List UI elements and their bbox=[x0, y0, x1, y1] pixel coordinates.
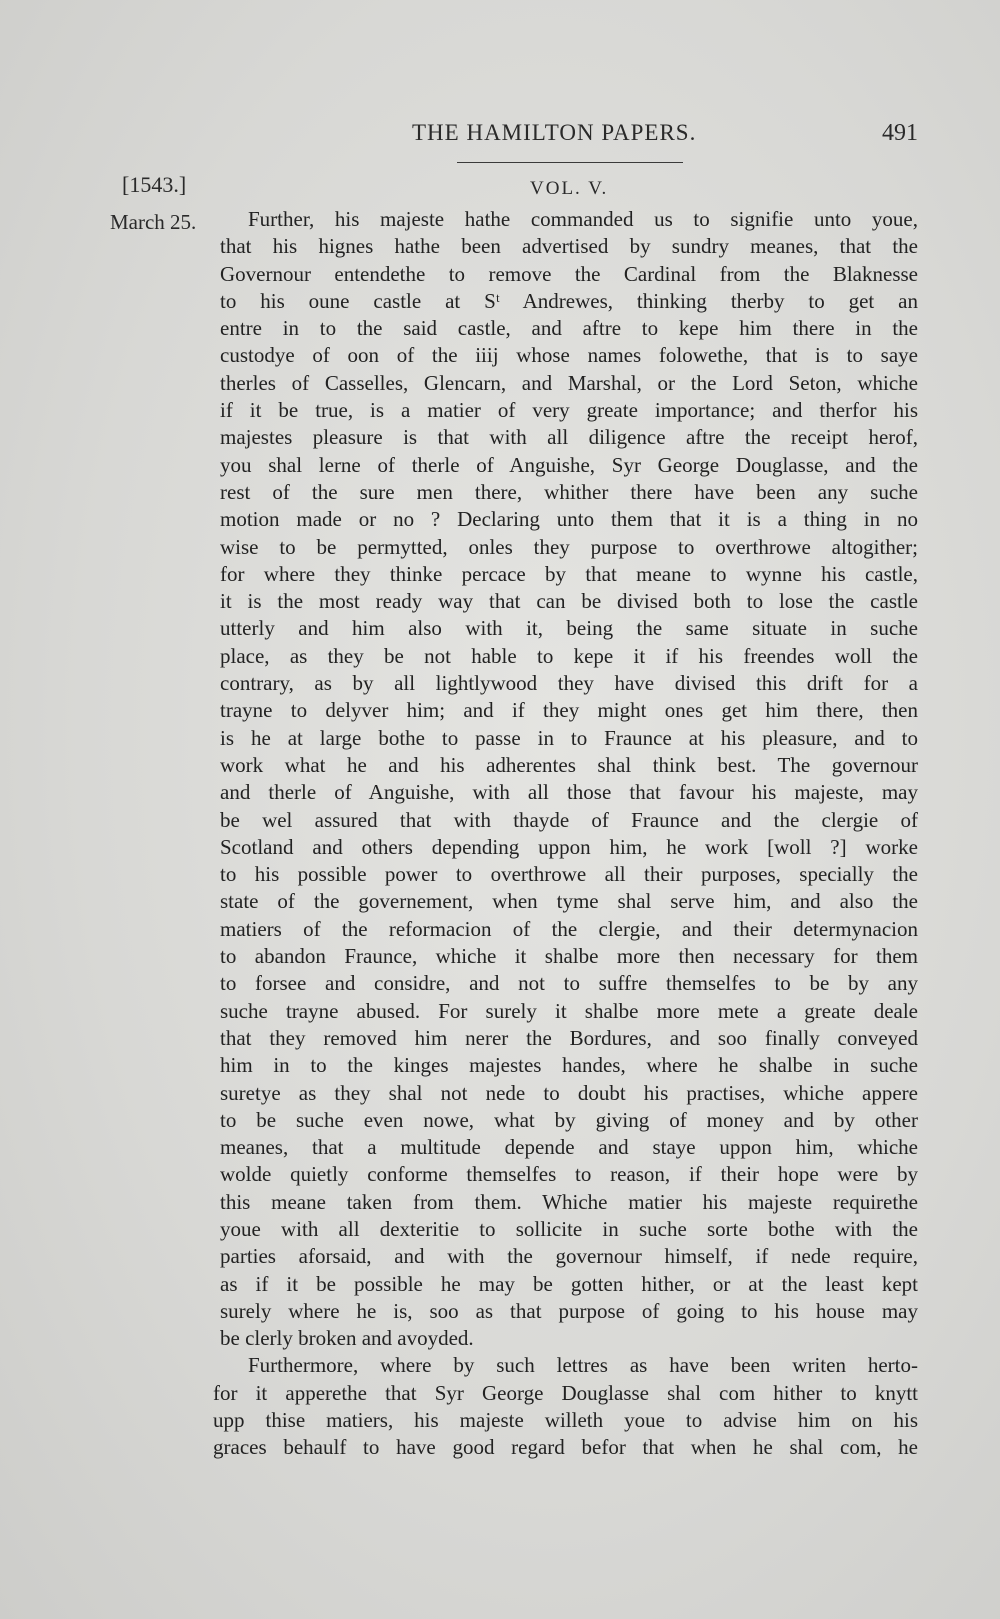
text-line: this meane taken from them. Whiche matier his majeste requirethe bbox=[220, 1189, 918, 1214]
text-line: matiers of the reformacion of the clergie, and their determynacion bbox=[220, 916, 918, 941]
text-line: upp thise matiers, his majeste willeth youe to advise him on his bbox=[213, 1408, 918, 1433]
text-line: entre in to the said castle, and aftre to kepe him there in the bbox=[220, 316, 918, 341]
text-line: to his possible power to overthrowe all their purposes, specially the bbox=[220, 862, 918, 887]
text-line: as if it be possible he may be gotten hither, or at the least kept bbox=[220, 1271, 918, 1296]
text-line: you shal lerne of therle of Anguishe, Syr George Douglasse, and the bbox=[220, 452, 918, 477]
text-line: contrary, as by all lightlywood they have divised this drift for a bbox=[220, 671, 918, 696]
text-line: and therle of Anguishe, with all those that favour his majeste, may bbox=[220, 780, 918, 805]
text-line: suretye as they shal not nede to doubt his practises, whiche appere bbox=[220, 1080, 918, 1105]
text-line: to abandon Fraunce, whiche it shalbe more then necessary for them bbox=[220, 944, 918, 969]
running-head bbox=[0, 120, 1000, 160]
text-line: be wel assured that with thayde of Fraunce and the clergie of bbox=[220, 807, 918, 832]
text-line: utterly and him also with it, being the same situate in suche bbox=[220, 616, 918, 641]
text-line: place, as they be not hable to kepe it if his freendes woll the bbox=[220, 643, 918, 668]
paragraph-1 bbox=[220, 206, 918, 1352]
text-line: custodye of oon of the iiij whose names folowethe, that is to saye bbox=[220, 343, 918, 368]
text-line: graces behaulf to have good regard befor that when he shal com, he bbox=[213, 1435, 918, 1460]
text-line: state of the governement, when tyme shal serve him, and also the bbox=[220, 889, 918, 914]
running-title: THE HAMILTON PAPERS. bbox=[412, 120, 697, 145]
margin-date: March 25. bbox=[110, 210, 197, 234]
text-line: to his oune castle at Sᵗ Andrewes, thinking therby to get an bbox=[220, 288, 918, 313]
text-line: is he at large bothe to passe in to Fraunce at his pleasure, and to bbox=[220, 725, 918, 750]
paragraph-2 bbox=[213, 1352, 918, 1461]
header-rule bbox=[457, 162, 683, 163]
text-line: wise to be permytted, onles they purpose to overthrowe altogither; bbox=[220, 534, 918, 559]
text-line: rest of the sure men there, whither there have been any suche bbox=[220, 479, 918, 504]
text-line: that his hignes hathe been advertised by sundry meanes, that the bbox=[220, 234, 918, 259]
page-number: 491 bbox=[882, 120, 918, 146]
year-marker: [1543.] bbox=[122, 172, 187, 197]
text-line: for where they thinke percace by that meane to wynne his castle, bbox=[220, 561, 918, 586]
letter-body bbox=[213, 206, 918, 1462]
text-line: suche trayne abused. For surely it shalbe more mete a greate deale bbox=[220, 998, 918, 1023]
text-line: parties aforsaid, and with the governour himself, if nede require, bbox=[220, 1244, 918, 1269]
text-line: youe with all dexteritie to sollicite in suche sorte bothe with the bbox=[220, 1216, 918, 1241]
text-line: to be suche even nowe, what by giving of money and by other bbox=[220, 1107, 918, 1132]
text-line: to forsee and considre, and not to suffre themselfes to be by any bbox=[220, 971, 918, 996]
text-line: for it apperethe that Syr George Douglasse shal com hither to knytt bbox=[213, 1380, 918, 1405]
text-line: meanes, that a multitude depende and staye uppon him, whiche bbox=[220, 1135, 918, 1160]
text-line: if it be true, is a matier of very greate importance; and therfor his bbox=[220, 398, 918, 423]
text-line: majestes pleasure is that with all diligence aftre the receipt herof, bbox=[220, 425, 918, 450]
text-line: trayne to delyver him; and if they might ones get him there, then bbox=[220, 698, 918, 723]
text-line: Scotland and others depending uppon him, he work [woll ?] worke bbox=[220, 834, 918, 859]
text-line: work what he and his adherentes shal think best. The governour bbox=[220, 752, 918, 777]
text-line: Furthermore, where by such lettres as have been writen herto- bbox=[248, 1353, 918, 1378]
text-line: Governour entendethe to remove the Cardinal from the Blaknesse bbox=[220, 261, 918, 286]
text-line: him in to the kinges majestes handes, where he shalbe in suche bbox=[220, 1053, 918, 1078]
text-line: wolde quietly conforme themselfes to reason, if their hope were by bbox=[220, 1162, 918, 1187]
text-line: Further, his majeste hathe commanded us to signifie unto youe, bbox=[248, 207, 918, 231]
text-line: motion made or no ? Declaring unto them that it is a thing in no bbox=[220, 507, 918, 532]
text-line: surely where he is, soo as that purpose of going to his house may bbox=[220, 1298, 918, 1323]
text-line: it is the most ready way that can be divised both to lose the castle bbox=[220, 589, 918, 614]
volume-label: VOL. V. bbox=[530, 178, 609, 199]
text-line: be clerly broken and avoyded. bbox=[220, 1326, 474, 1351]
text-line: therles of Casselles, Glencarn, and Marshal, or the Lord Seton, whiche bbox=[220, 370, 918, 395]
text-line: that they removed him nerer the Bordures, and soo finally conveyed bbox=[220, 1025, 918, 1050]
